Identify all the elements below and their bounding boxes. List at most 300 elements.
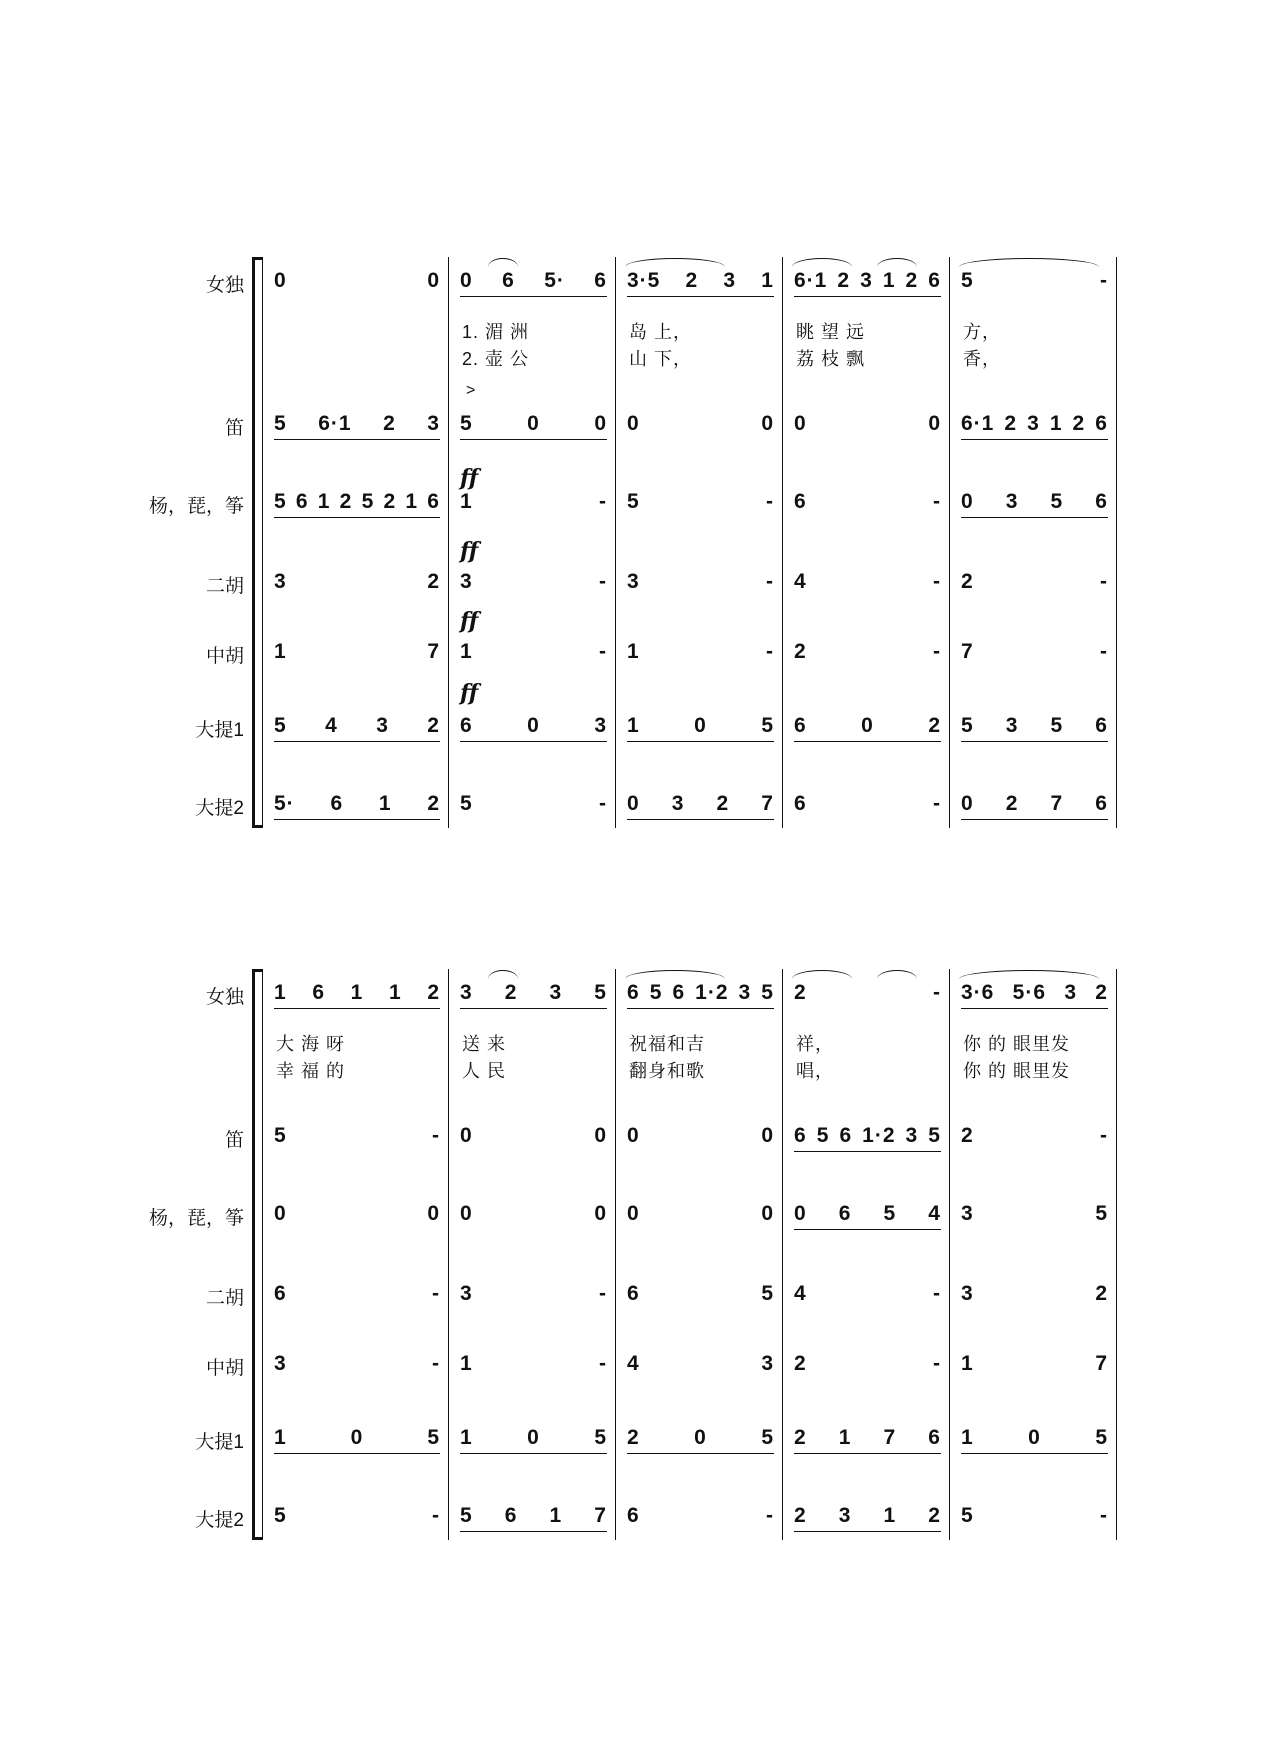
note-token: 5: [961, 269, 974, 292]
note-token: 2: [504, 981, 518, 1004]
note-token: -: [432, 1352, 440, 1375]
note-token: 5: [274, 412, 287, 435]
note-token: 3: [460, 1282, 473, 1305]
note-token: 2: [427, 792, 440, 815]
lyric-text: 2. 壶 公: [462, 349, 530, 369]
note-token: 0: [350, 1426, 364, 1449]
note-token: 6: [627, 981, 640, 1004]
note-token: 3: [460, 570, 473, 593]
slur-mark: [625, 970, 725, 979]
note-token: 6: [794, 792, 807, 815]
measure-notes: [627, 1282, 774, 1306]
note-token: 0: [460, 1124, 473, 1147]
note-token: 5: [274, 1124, 287, 1147]
measure-notes: [794, 1124, 941, 1148]
bracket-bottom-hook: [252, 825, 262, 828]
barline: [782, 969, 783, 1540]
measure-notes: [274, 1352, 440, 1376]
measure-notes: [460, 490, 607, 514]
note-token: 2: [1072, 412, 1086, 435]
note-token: 6: [672, 981, 686, 1004]
note-token: 5: [928, 1124, 941, 1147]
measure-notes: [460, 1352, 607, 1376]
note-token: 1: [627, 714, 640, 737]
note-token: 2: [794, 1426, 807, 1449]
measure-notes: [794, 981, 941, 1005]
note-token: 6: [312, 981, 326, 1004]
system-start-line: [262, 257, 263, 828]
note-token: 1: [882, 269, 896, 292]
note-token: 2: [716, 792, 730, 815]
note-token: 1: [627, 640, 640, 663]
system-bracket: [252, 969, 255, 1540]
note-token: 7: [1095, 1352, 1108, 1375]
note-token: 3: [1005, 714, 1019, 737]
note-token: 2: [928, 714, 941, 737]
slur-mark: [488, 258, 518, 267]
measure-notes: [627, 1426, 774, 1450]
rhythm-underline: [627, 741, 774, 742]
slur-mark: [488, 970, 518, 979]
rhythm-underline: [460, 1531, 607, 1532]
note-token: 3: [427, 412, 440, 435]
note-token: 3: [594, 714, 607, 737]
note-token: 2: [1095, 981, 1108, 1004]
measure-notes: [460, 981, 607, 1005]
note-token: 2: [383, 490, 397, 513]
lyric-text: 岛 上，: [629, 322, 693, 342]
note-token: -: [1100, 640, 1108, 663]
dynamic-ff: ff: [460, 538, 479, 564]
rhythm-underline: [460, 439, 607, 440]
instrument-label: 中胡: [205, 646, 244, 667]
measure-notes: [961, 981, 1108, 1005]
note-token: 5: [460, 792, 473, 815]
note-token: 6: [594, 269, 607, 292]
note-token: 6: [839, 1124, 853, 1147]
measure-notes: [961, 412, 1108, 436]
lyric-text: 送 来: [462, 1034, 507, 1054]
measure-notes: [460, 640, 607, 664]
measure-notes: [794, 1202, 941, 1226]
note-token: 0: [594, 1124, 607, 1147]
note-token: 3: [460, 981, 473, 1004]
note-token: 0: [460, 269, 473, 292]
rhythm-underline: [961, 439, 1108, 440]
note-token: 5: [274, 1504, 287, 1527]
measure-notes: [794, 570, 941, 594]
measure-notes: [627, 714, 774, 738]
measure-notes: [274, 570, 440, 594]
note-token: 5·: [274, 792, 295, 815]
note-token: 3: [761, 1352, 774, 1375]
note-token: 1: [883, 1504, 897, 1527]
note-token: 6: [794, 714, 807, 737]
note-token: 6: [928, 1426, 941, 1449]
note-token: 2: [1095, 1282, 1108, 1305]
bracket-top-hook: [252, 969, 262, 972]
note-token: 5: [883, 1202, 897, 1225]
measure-notes: [274, 1426, 440, 1450]
measure-notes: [460, 1426, 607, 1450]
instrument-label: 笛: [224, 418, 244, 439]
rhythm-underline: [274, 741, 440, 742]
measure-notes: [627, 1124, 774, 1148]
note-token: 0: [627, 1202, 640, 1225]
measure-notes: [794, 792, 941, 816]
note-token: -: [933, 981, 941, 1004]
measure-notes: [794, 269, 941, 293]
note-token: 3: [723, 269, 737, 292]
measure-notes: [460, 1124, 607, 1148]
instrument-label: 二胡: [205, 576, 244, 597]
note-token: 6·1: [961, 412, 995, 435]
barline: [615, 257, 616, 828]
measure-notes: [794, 714, 941, 738]
note-token: 4: [928, 1202, 941, 1225]
note-token: 6: [295, 490, 309, 513]
note-token: 0: [1028, 1426, 1041, 1449]
barline: [448, 969, 449, 1540]
note-token: 2: [905, 269, 919, 292]
system-start-line: [262, 969, 263, 1540]
slur-mark: [792, 970, 852, 979]
note-token: 2: [961, 1124, 974, 1147]
note-token: 0: [627, 412, 640, 435]
note-token: -: [933, 570, 941, 593]
note-token: -: [599, 1282, 607, 1305]
slur-mark: [877, 258, 917, 267]
rhythm-underline: [460, 1008, 607, 1009]
measure-notes: [460, 570, 607, 594]
note-token: 2: [627, 1426, 640, 1449]
note-token: 5: [761, 1426, 774, 1449]
note-token: -: [599, 490, 607, 513]
note-token: 5: [761, 714, 774, 737]
lyric-text: 眺 望 远: [796, 322, 866, 342]
rhythm-underline: [274, 439, 440, 440]
lyric-text: 大 海 呀: [276, 1034, 346, 1054]
note-token: 6: [502, 269, 515, 292]
note-token: 1: [1049, 412, 1063, 435]
note-token: 7: [883, 1426, 897, 1449]
rhythm-underline: [274, 819, 440, 820]
note-token: 0: [694, 714, 707, 737]
barline: [1116, 257, 1117, 828]
note-token: -: [599, 570, 607, 593]
note-token: 6: [274, 1282, 287, 1305]
note-token: 6: [928, 269, 941, 292]
lyric-text: 幸 福 的: [276, 1061, 346, 1081]
instrument-label: 女独: [205, 987, 244, 1008]
note-token: 5: [594, 981, 607, 1004]
note-token: 2: [928, 1504, 941, 1527]
note-token: 2: [427, 570, 440, 593]
note-token: 0: [794, 1202, 807, 1225]
note-token: -: [933, 640, 941, 663]
note-token: 5: [961, 1504, 974, 1527]
rhythm-underline: [460, 741, 607, 742]
lyric-text: 唱，: [796, 1061, 834, 1081]
note-token: 2: [427, 714, 440, 737]
note-token: 3: [627, 570, 640, 593]
note-token: 6·1: [794, 269, 828, 292]
note-token: 2: [961, 570, 974, 593]
rhythm-underline: [961, 1453, 1108, 1454]
note-token: 1: [274, 640, 287, 663]
note-token: 0: [460, 1202, 473, 1225]
instrument-label: 笛: [224, 1130, 244, 1151]
note-token: 1: [460, 1426, 473, 1449]
instrument-label: 女独: [205, 275, 244, 296]
note-token: 0: [427, 269, 440, 292]
note-token: 6: [460, 714, 473, 737]
note-token: 3: [1027, 412, 1040, 435]
note-token: 5: [816, 1124, 830, 1147]
measure-notes: [274, 981, 440, 1005]
measure-notes: [961, 1202, 1108, 1226]
measure-notes: [627, 981, 774, 1005]
note-token: -: [933, 792, 941, 815]
measure-notes: [794, 1352, 941, 1376]
lyric-text: 人 民: [462, 1061, 507, 1081]
measure-notes: [794, 490, 941, 514]
rhythm-underline: [274, 517, 440, 518]
note-token: 1·2: [862, 1124, 896, 1147]
lyric-text: 你 的 眼里发: [963, 1034, 1071, 1054]
note-token: 3: [1005, 490, 1019, 513]
lyric-text: 祝福和吉: [629, 1034, 705, 1054]
instrument-label: 中胡: [205, 1358, 244, 1379]
rhythm-underline: [794, 1531, 941, 1532]
measure-notes: [460, 412, 607, 436]
note-token: 7: [427, 640, 440, 663]
note-token: 6: [1095, 490, 1108, 513]
measure-notes: [961, 640, 1108, 664]
measure-notes: [627, 1504, 774, 1528]
note-token: 2: [794, 640, 807, 663]
rhythm-underline: [794, 1229, 941, 1230]
note-token: 0: [627, 792, 640, 815]
measure-notes: [627, 792, 774, 816]
note-token: 3: [376, 714, 389, 737]
rhythm-underline: [460, 296, 607, 297]
note-token: 0: [594, 1202, 607, 1225]
bracket-bottom-hook: [252, 1537, 262, 1540]
rhythm-underline: [794, 741, 941, 742]
measure-notes: [460, 1504, 607, 1528]
note-token: 5: [460, 1504, 473, 1527]
note-token: 6: [794, 490, 807, 513]
measure-notes: [961, 490, 1108, 514]
note-token: 4: [794, 570, 807, 593]
note-token: 1: [838, 1426, 852, 1449]
note-token: 0: [274, 269, 287, 292]
note-token: 5: [627, 490, 640, 513]
rhythm-underline: [961, 741, 1108, 742]
barline: [949, 257, 950, 828]
note-token: 3: [905, 1124, 919, 1147]
rhythm-underline: [794, 296, 941, 297]
measure-notes: [627, 640, 774, 664]
note-token: 5: [594, 1426, 607, 1449]
note-token: 5: [961, 714, 974, 737]
barline: [1116, 969, 1117, 1540]
note-token: 1: [350, 981, 364, 1004]
note-token: 2: [794, 981, 807, 1004]
note-token: 7: [961, 640, 974, 663]
note-token: 0: [694, 1426, 707, 1449]
note-token: 1: [388, 981, 402, 1004]
note-token: 6: [1095, 412, 1108, 435]
measure-notes: [961, 1426, 1108, 1450]
note-token: 0: [427, 1202, 440, 1225]
note-token: -: [766, 570, 774, 593]
note-token: 6: [627, 1504, 640, 1527]
measure-notes: [274, 1202, 440, 1226]
note-token: 0: [527, 714, 540, 737]
note-token: -: [1100, 1504, 1108, 1527]
note-token: 1: [274, 1426, 287, 1449]
measure-notes: [961, 1352, 1108, 1376]
instrument-label: 杨，琵，筝: [148, 496, 244, 517]
note-token: 1: [405, 490, 419, 513]
note-token: -: [766, 640, 774, 663]
note-token: 2: [1005, 792, 1019, 815]
note-token: -: [766, 490, 774, 513]
note-token: 6: [627, 1282, 640, 1305]
measure-notes: [794, 1504, 941, 1528]
lyric-text: 祥，: [796, 1034, 834, 1054]
rhythm-underline: [274, 1008, 440, 1009]
note-token: 7: [594, 1504, 607, 1527]
note-token: 0: [961, 792, 974, 815]
accent-mark: >: [466, 382, 477, 399]
note-token: 0: [961, 490, 974, 513]
note-token: -: [432, 1504, 440, 1527]
note-token: 0: [594, 412, 607, 435]
note-token: 1: [378, 792, 392, 815]
measure-notes: [961, 1504, 1108, 1528]
rhythm-underline: [274, 1453, 440, 1454]
rhythm-underline: [627, 1008, 774, 1009]
note-token: 5·: [544, 269, 565, 292]
measure-notes: [274, 640, 440, 664]
lyric-text: 1. 湄 洲: [462, 322, 530, 342]
measure-notes: [627, 570, 774, 594]
note-token: 1: [961, 1352, 974, 1375]
note-token: 2: [837, 269, 851, 292]
instrument-label: 大提2: [195, 798, 244, 819]
note-token: 1: [460, 640, 473, 663]
note-token: 7: [761, 792, 774, 815]
note-token: 0: [761, 1202, 774, 1225]
instrument-label: 大提1: [195, 720, 244, 741]
note-token: 6·1: [318, 412, 352, 435]
note-token: 5: [460, 412, 473, 435]
slur-mark: [959, 258, 1099, 267]
rhythm-underline: [961, 819, 1108, 820]
slur-mark: [877, 970, 917, 979]
note-token: 0: [627, 1124, 640, 1147]
measure-notes: [274, 1124, 440, 1148]
note-token: 3: [838, 1504, 852, 1527]
note-token: 3: [738, 981, 752, 1004]
note-token: 3: [961, 1282, 974, 1305]
note-token: -: [599, 640, 607, 663]
measure-notes: [274, 1282, 440, 1306]
measure-notes: [460, 1282, 607, 1306]
barline: [615, 969, 616, 1540]
measure-notes: [274, 269, 440, 293]
barline: [448, 257, 449, 828]
note-token: 6: [1095, 714, 1108, 737]
note-token: 5: [1095, 1202, 1108, 1225]
measure-notes: [627, 412, 774, 436]
instrument-label: 大提1: [195, 1432, 244, 1453]
lyric-text: 翻身和歌: [629, 1061, 705, 1081]
measure-notes: [460, 714, 607, 738]
note-token: 0: [527, 412, 540, 435]
measure-notes: [794, 412, 941, 436]
lyric-text: 香，: [963, 349, 1001, 369]
note-token: -: [599, 1352, 607, 1375]
note-token: 3: [1064, 981, 1077, 1004]
note-token: 7: [1050, 792, 1064, 815]
measure-notes: [274, 714, 440, 738]
dynamic-ff: ff: [460, 680, 479, 706]
note-token: 3: [274, 1352, 287, 1375]
lyric-text: 荔 枝 飘: [796, 349, 866, 369]
note-token: 5: [1050, 714, 1064, 737]
note-token: 3: [860, 269, 873, 292]
note-token: -: [933, 1282, 941, 1305]
instrument-label: 大提2: [195, 1510, 244, 1531]
note-token: -: [1100, 570, 1108, 593]
note-token: 5·6: [1012, 981, 1047, 1004]
note-token: 5: [761, 981, 774, 1004]
slur-mark: [792, 258, 852, 267]
rhythm-underline: [627, 819, 774, 820]
note-token: 0: [861, 714, 874, 737]
measure-notes: [961, 269, 1108, 293]
note-token: 6: [504, 1504, 518, 1527]
note-token: 6: [330, 792, 344, 815]
measure-notes: [627, 490, 774, 514]
system-bracket: [252, 257, 255, 828]
note-token: -: [766, 1504, 774, 1527]
note-token: 0: [274, 1202, 287, 1225]
note-token: 2: [685, 269, 699, 292]
note-token: 4: [794, 1282, 807, 1305]
rhythm-underline: [794, 1151, 941, 1152]
rhythm-underline: [794, 1453, 941, 1454]
measure-notes: [961, 792, 1108, 816]
rhythm-underline: [627, 296, 774, 297]
note-token: 5: [1095, 1426, 1108, 1449]
note-token: 1: [460, 1352, 473, 1375]
rhythm-underline: [460, 1453, 607, 1454]
note-token: 5: [427, 1426, 440, 1449]
measure-notes: [961, 1282, 1108, 1306]
measure-notes: [627, 269, 774, 293]
note-token: 0: [794, 412, 807, 435]
note-token: 4: [325, 714, 338, 737]
note-token: -: [432, 1124, 440, 1147]
note-token: 3·5: [627, 269, 661, 292]
note-token: 5: [274, 490, 287, 513]
note-token: 3: [671, 792, 685, 815]
